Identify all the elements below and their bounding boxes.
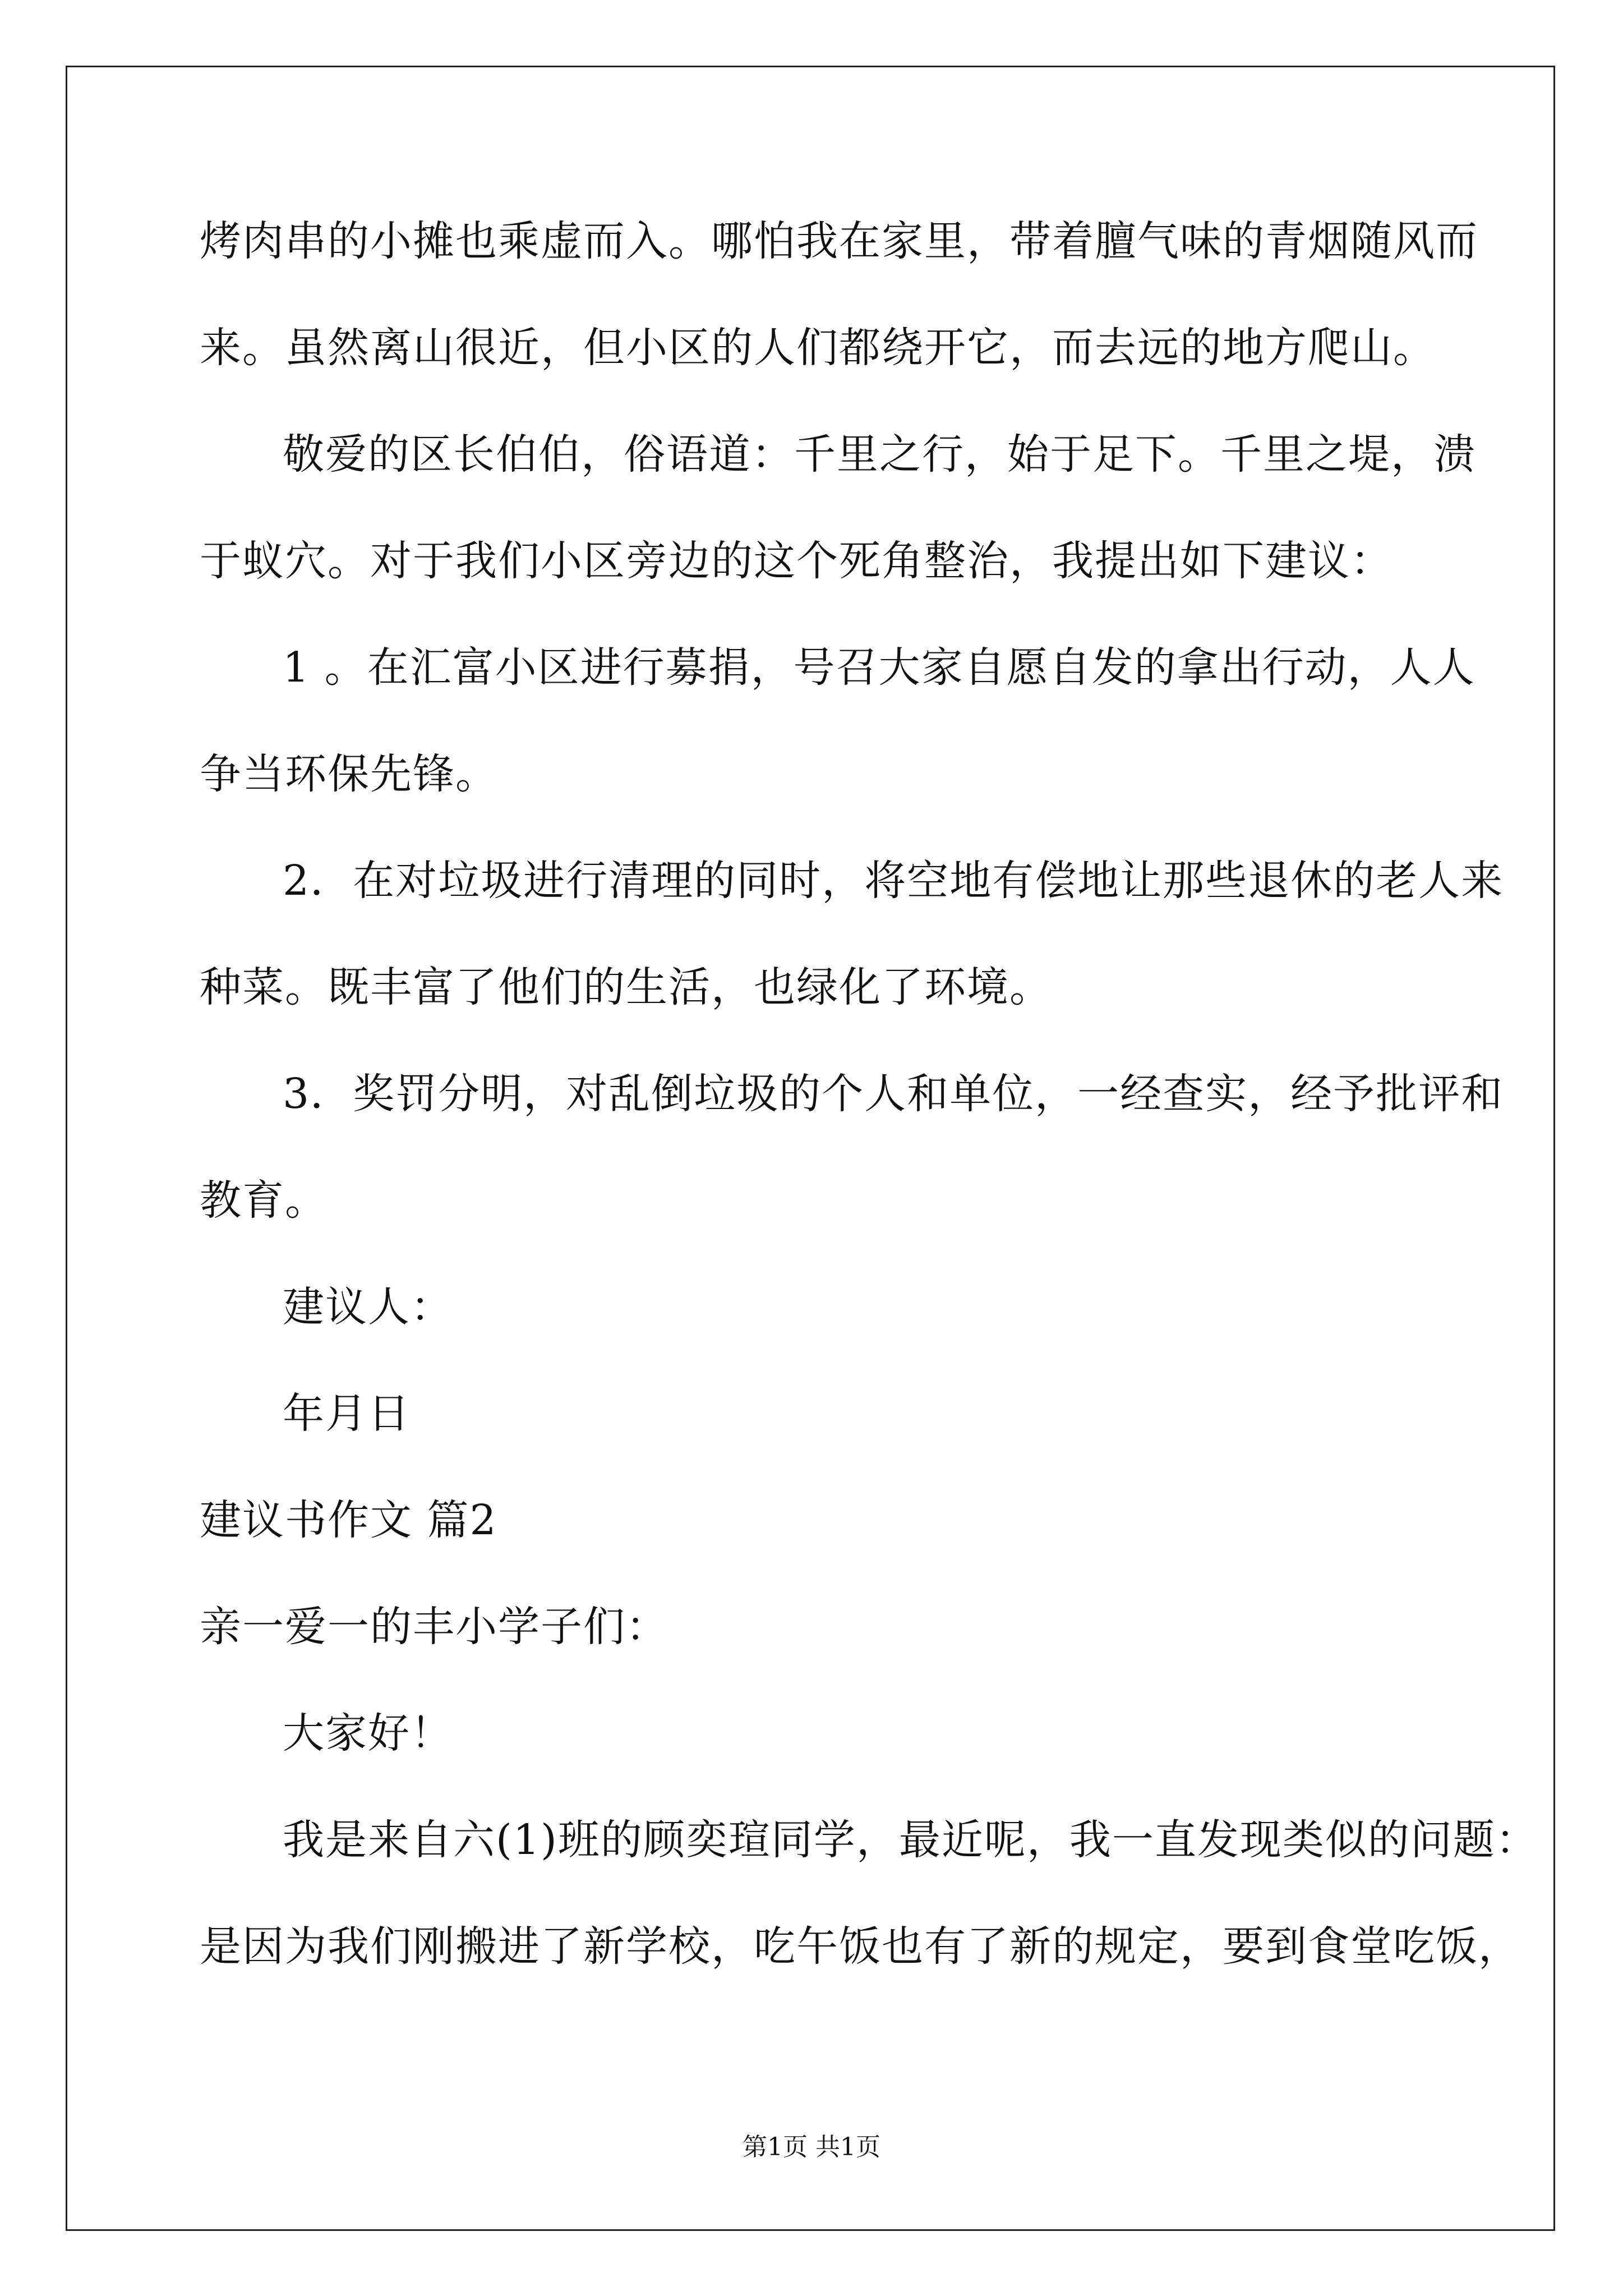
text-line: 年月日 (283, 1389, 411, 1438)
text-line: 是因为我们刚搬进了新学校，吃午饭也有了新的规定，要到食堂吃饭， (200, 1922, 1521, 1971)
page-number: 第1页 共1页 (743, 2133, 880, 2161)
text-line: 来。虽然离山很近，但小区的人们都绕开它，而去远的地方爬山。 (200, 324, 1436, 372)
text-line: 教育。 (200, 1176, 328, 1225)
text-line: 3．奖罚分明，对乱倒垃圾的个人和单位，一经查实，经予批评和 (283, 1070, 1504, 1118)
text-line: 2．在对垃圾进行清理的同时，将空地有偿地让那些退休的老人来 (283, 857, 1504, 905)
text-line: 我是来自六(1)班的顾奕瑄同学，最近呢，我一直发现类似的问题： (283, 1816, 1538, 1864)
page-border (66, 66, 1555, 2231)
text-line: 敬爱的区长伯伯，俗语道：千里之行，始于足下。千里之堤，溃 (283, 430, 1476, 478)
text-line: 亲一爱一的丰小学子们： (200, 1603, 668, 1651)
text-line: 烤肉串的小摊也乘虚而入。哪怕我在家里，带着膻气味的青烟随风而 (200, 217, 1478, 265)
text-line: 于蚁穴。对于我们小区旁边的这个死角整治，我提出如下建议： (200, 537, 1393, 585)
text-line: 争当环保先锋。 (200, 750, 498, 798)
section-heading: 建议书作文 篇2 (200, 1496, 497, 1544)
text-line: 建议人： (283, 1283, 453, 1331)
text-line: 1 。在汇富小区进行募捐，号召大家自愿自发的拿出行动，人人 (283, 643, 1476, 692)
text-line: 大家好！ (283, 1709, 453, 1757)
text-line: 种菜。既丰富了他们的生活，也绿化了环境。 (200, 963, 1052, 1011)
